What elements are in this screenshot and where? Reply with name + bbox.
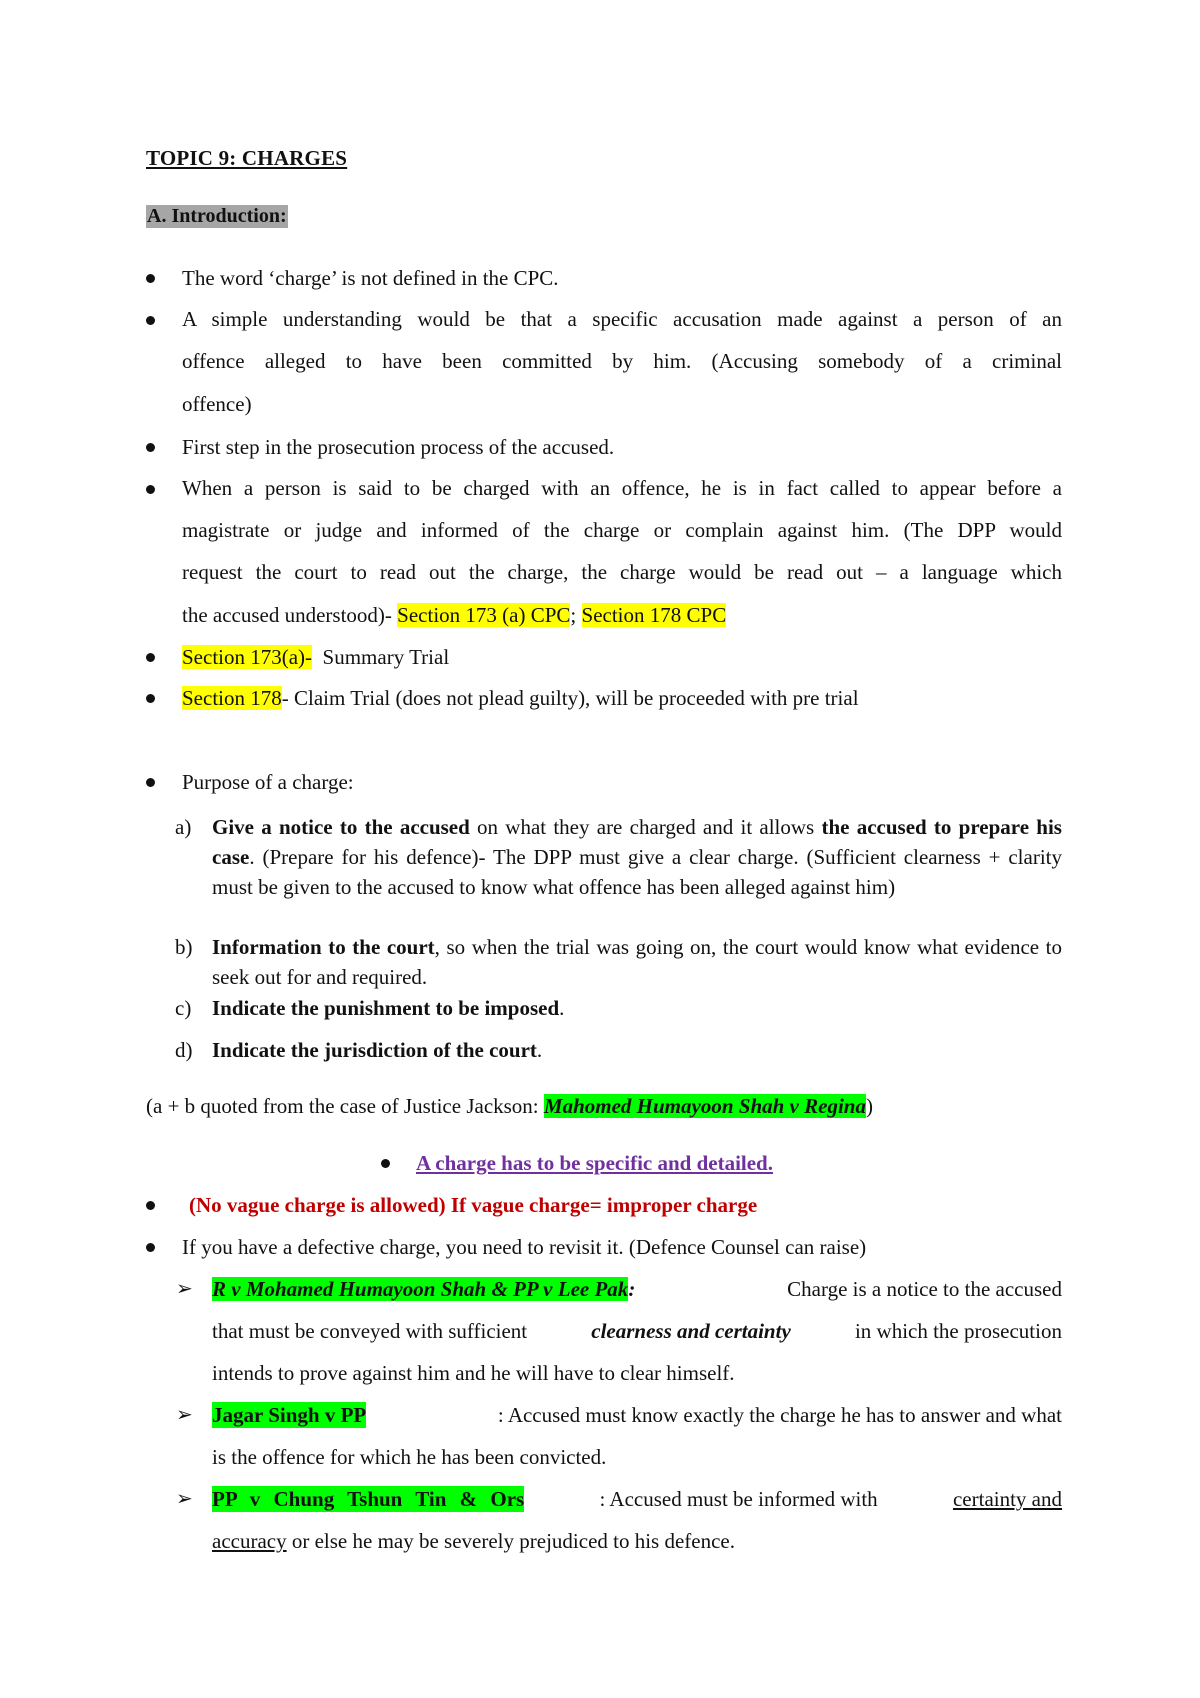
- case-line: intends to prove against him and he will have to clear himself.: [212, 1361, 735, 1385]
- bullet-icon: [146, 1243, 155, 1252]
- bullet-text-line: request the court to read out the charge, the charge would be read out – a language which: [182, 560, 1062, 584]
- text: Summary Trial: [312, 645, 450, 669]
- page-title: TOPIC 9: CHARGES: [146, 146, 348, 170]
- text: ): [865, 1094, 873, 1118]
- section-ref-highlight: Section 173(a)-: [182, 645, 313, 669]
- emphasis-statement: A charge has to be specific and detailed.: [416, 1151, 773, 1175]
- text: on what they are charged and it allows: [469, 815, 822, 839]
- case-name-highlight: R v Mohamed Humayoon Shah & PP v Lee Pak: [212, 1277, 629, 1301]
- emphasis: Give a notice to the accused: [212, 815, 470, 839]
- emphasis: Indicate the jurisdiction of the court: [212, 1038, 537, 1062]
- case-name-highlight: Mahomed Humayoon Shah v Regina: [543, 1094, 866, 1118]
- bullet-icon: [146, 316, 155, 325]
- case-name-highlight: Jagar Singh v PP: [212, 1403, 367, 1427]
- colon: :: [628, 1277, 636, 1301]
- bullet-icon: [146, 485, 155, 494]
- case-line: [212, 1318, 1062, 1344]
- list-marker: b): [175, 935, 193, 959]
- text: .: [559, 996, 565, 1020]
- bullet-text-line: offence alleged to have been committed by him. (Accusing somebody of a criminal: [182, 349, 1062, 373]
- list-marker: c): [175, 996, 192, 1020]
- bullet-text: First step in the prosecution process of the accused.: [182, 435, 615, 459]
- emphasis: the accused to prepare his case: [212, 815, 1062, 869]
- arrow-bullet-icon: ➢: [176, 1276, 193, 1300]
- text: - Claim Trial (does not plead guilty), will be proceeded with pre trial: [281, 686, 859, 710]
- bullet-icon: [146, 1201, 155, 1210]
- bullet-text-line: [182, 602, 726, 628]
- separator: ;: [570, 603, 582, 627]
- text: or else he may be severely prejudiced to his defence.: [286, 1529, 736, 1553]
- text: : Accused must know exactly the charge he has to answer and what: [497, 1403, 1062, 1427]
- text: in which the prosecution: [854, 1319, 1062, 1343]
- emphasis: clearness and certainty: [591, 1319, 791, 1343]
- quote-line: [146, 1093, 873, 1119]
- text: Charge is a notice to the accused: [787, 1277, 1062, 1301]
- arrow-bullet-icon: ➢: [176, 1486, 193, 1510]
- bullet-text-line: A simple understanding would be that a specific accusation made against a person of an: [182, 307, 1062, 331]
- bullet-icon: [146, 694, 155, 703]
- text: .: [536, 1038, 543, 1062]
- text: . (Prepare for his defence)- The DPP must give a clear charge. (Sufficient clearness + clarity must be given to the accused to know what offence has been alleged against him): [212, 845, 1062, 899]
- section-heading: A. Introduction:: [147, 205, 287, 227]
- underlined-text: accuracy: [212, 1529, 287, 1553]
- underlined-text: certainty and: [952, 1487, 1062, 1511]
- bullet-icon: [146, 274, 155, 283]
- case-line: [212, 1528, 735, 1554]
- case-line: [212, 1486, 1062, 1512]
- bullet-text: [182, 685, 859, 711]
- bullet-text-line: magistrate or judge and informed of the charge or complain against him. (The DPP would: [182, 518, 1062, 542]
- section-ref-highlight: Section 178: [182, 686, 282, 710]
- bullet-icon: [146, 443, 155, 452]
- list-marker: a): [175, 815, 192, 839]
- warning-statement: (No vague charge is allowed) If vague charge= improper charge: [189, 1193, 758, 1217]
- text: the accused understood)-: [182, 603, 398, 627]
- bullet-icon: [146, 653, 155, 662]
- list-item-d: [212, 1037, 542, 1063]
- list-item-c: [212, 995, 564, 1021]
- bullet-text-line: When a person is said to be charged with an offence, he is in fact called to appear before a: [182, 476, 1062, 500]
- bullet-text: [182, 644, 449, 670]
- bullet-text-line: offence): [182, 392, 252, 416]
- text: , so when the trial was going on, the court would know what evidence to seek out for and required.: [212, 935, 1062, 989]
- text: that must be conveyed with sufficient: [212, 1319, 528, 1343]
- text: (a + b quoted from the case of Justice Jackson:: [146, 1094, 544, 1118]
- list-item-b: [212, 932, 1062, 992]
- case-name-highlight: PP v Chung Tshun Tin & Ors: [212, 1487, 525, 1511]
- bullet-icon: [146, 778, 155, 787]
- list-item-a: [212, 812, 1062, 902]
- bullet-text: If you have a defective charge, you need to revisit it. (Defence Counsel can raise): [182, 1235, 867, 1259]
- bullet-icon: [381, 1159, 390, 1168]
- bullet-text: The word ‘charge’ is not defined in the CPC.: [182, 266, 559, 290]
- case-line: is the offence for which he has been convicted.: [212, 1445, 607, 1469]
- emphasis: Indicate the punishment to be imposed: [212, 996, 560, 1020]
- list-marker: d): [175, 1038, 193, 1062]
- section-ref-highlight: Section 178 CPC: [581, 603, 727, 627]
- section-ref-highlight: Section 173 (a) CPC: [397, 603, 571, 627]
- emphasis: Information to the court: [212, 935, 435, 959]
- bullet-text: Purpose of a charge:: [182, 770, 354, 794]
- case-line: [212, 1402, 1062, 1428]
- arrow-bullet-icon: ➢: [176, 1402, 193, 1426]
- text: : Accused must be informed with: [599, 1487, 878, 1511]
- case-line: [212, 1276, 1062, 1302]
